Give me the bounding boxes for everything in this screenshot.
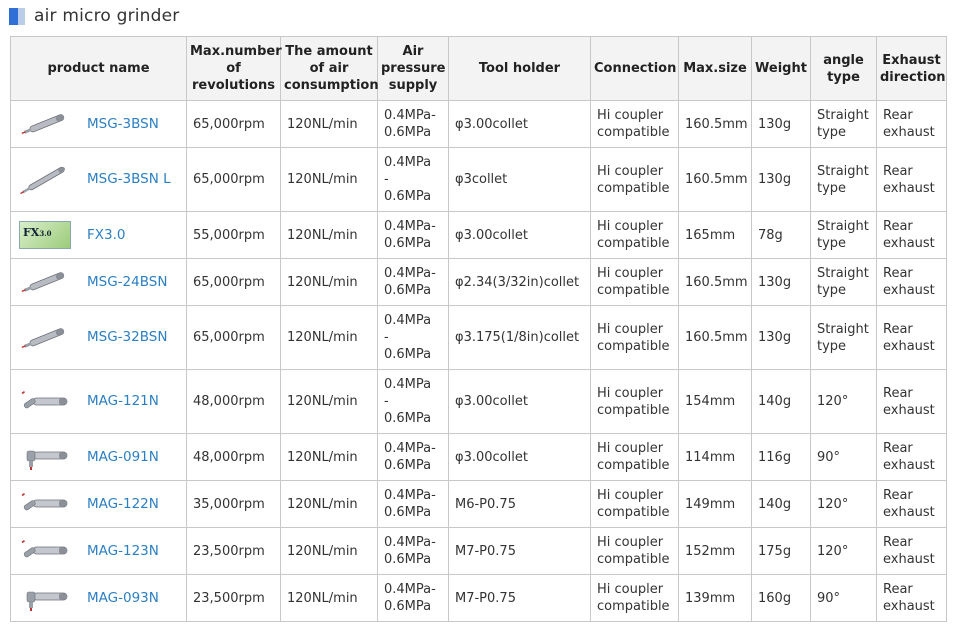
table-row: [11, 528, 947, 575]
product-link[interactable]: MSG-32BSN: [87, 329, 168, 345]
cell-exhaust-direction: Rear exhaust: [877, 259, 947, 306]
cell-tool-holder: φ3.175(1/8in)collet: [449, 306, 591, 370]
cell-weight: 130g: [752, 259, 811, 306]
cell-air-pressure: 0.4MPa - 0.6MPa: [378, 148, 449, 212]
col-air-pressure: Air pressure supply: [378, 37, 449, 101]
cell-air-consumption: 120NL/min: [281, 259, 378, 306]
cell-angle-type: 120°: [811, 370, 877, 434]
col-product-name: product name: [11, 37, 187, 101]
col-max-size: Max.size: [679, 37, 752, 101]
cell-tool-holder: φ3.00collet: [449, 370, 591, 434]
cell-angle-type: Straight type: [811, 148, 877, 212]
cell-air-pressure: 0.4MPa - 0.6MPa: [378, 370, 449, 434]
product-link[interactable]: MAG-123N: [87, 542, 159, 559]
cell-connection: Hi coupler compatible: [591, 306, 679, 370]
cell-angle-type: 90°: [811, 434, 877, 481]
fx-product-thumbnail[interactable]: FX3.0: [17, 218, 73, 252]
cell-tool-holder: φ3.00collet: [449, 434, 591, 481]
cell-tool-holder: φ2.34(3/32in)collet: [449, 259, 591, 306]
cell-max-size: 165mm: [679, 212, 752, 259]
cell-max-size: 149mm: [679, 481, 752, 528]
cell-air-pressure: 0.4MPa- 0.6MPa: [378, 259, 449, 306]
cell-air-consumption: 120NL/min: [281, 528, 378, 575]
cell-air-consumption: 120NL/min: [281, 306, 378, 370]
cell-angle-type: Straight type: [811, 212, 877, 259]
cell-angle-type: 120°: [811, 528, 877, 575]
spec-table: [10, 36, 947, 622]
straight-grinder-icon[interactable]: [17, 107, 73, 141]
table-row: [11, 481, 947, 528]
cell-air-consumption: 120NL/min: [281, 434, 378, 481]
table-row: [11, 101, 947, 148]
col-weight: Weight: [752, 37, 811, 101]
table-row: [11, 148, 947, 212]
cell-exhaust-direction: Rear exhaust: [877, 528, 947, 575]
cell-revolutions: 48,000rpm: [187, 434, 281, 481]
table-row: [11, 434, 947, 481]
cell-angle-type: 120°: [811, 481, 877, 528]
cell-connection: Hi coupler compatible: [591, 212, 679, 259]
cell-weight: 78g: [752, 212, 811, 259]
cell-weight: 130g: [752, 306, 811, 370]
product-link[interactable]: MSG-3BSN: [87, 115, 159, 132]
col-connection: Connection: [591, 37, 679, 101]
cell-weight: 160g: [752, 575, 811, 622]
cell-air-consumption: 120NL/min: [281, 148, 378, 212]
cell-angle-type: 90°: [811, 575, 877, 622]
cell-exhaust-direction: Rear exhaust: [877, 306, 947, 370]
cell-weight: 175g: [752, 528, 811, 575]
table-row: [11, 370, 947, 434]
cell-revolutions: 65,000rpm: [187, 148, 281, 212]
cell-exhaust-direction: Rear exhaust: [877, 575, 947, 622]
cell-revolutions: 65,000rpm: [187, 101, 281, 148]
cell-product-name: [11, 148, 187, 212]
cell-tool-holder: φ3.00collet: [449, 101, 591, 148]
cell-exhaust-direction: Rear exhaust: [877, 481, 947, 528]
cell-revolutions: 23,500rpm: [187, 575, 281, 622]
cell-air-consumption: 120NL/min: [281, 101, 378, 148]
cell-air-consumption: 120NL/min: [281, 481, 378, 528]
cell-max-size: 114mm: [679, 434, 752, 481]
cell-air-pressure: 0.4MPa- 0.6MPa: [378, 528, 449, 575]
cell-air-pressure: 0.4MPa- 0.6MPa: [378, 212, 449, 259]
angle-grinder-120-icon[interactable]: [17, 487, 73, 521]
cell-max-size: 154mm: [679, 370, 752, 434]
cell-connection: Hi coupler compatible: [591, 481, 679, 528]
cell-revolutions: 55,000rpm: [187, 212, 281, 259]
straight-grinder-icon[interactable]: [17, 321, 73, 355]
cell-max-size: 152mm: [679, 528, 752, 575]
table-row: [11, 259, 947, 306]
col-angle-type: angle type: [811, 37, 877, 101]
cell-revolutions: 48,000rpm: [187, 370, 281, 434]
table-row: [11, 575, 947, 622]
section-heading: [9, 4, 180, 28]
cell-exhaust-direction: Rear exhaust: [877, 370, 947, 434]
cell-max-size: 139mm: [679, 575, 752, 622]
cell-exhaust-direction: Rear exhaust: [877, 434, 947, 481]
cell-air-pressure: 0.4MPa- 0.6MPa: [378, 434, 449, 481]
cell-connection: Hi coupler compatible: [591, 148, 679, 212]
product-link[interactable]: MSG-24BSN: [87, 273, 168, 290]
cell-tool-holder: φ3collet: [449, 148, 591, 212]
cell-product-name: [11, 481, 187, 528]
angle-grinder-120-icon[interactable]: [17, 534, 73, 568]
cell-revolutions: 65,000rpm: [187, 259, 281, 306]
cell-product-name: [11, 434, 187, 481]
cell-connection: Hi coupler compatible: [591, 101, 679, 148]
heading-marker-icon: [9, 8, 25, 25]
cell-angle-type: Straight type: [811, 306, 877, 370]
straight-grinder-long-icon[interactable]: [17, 163, 73, 197]
cell-angle-type: Straight type: [811, 101, 877, 148]
straight-grinder-icon[interactable]: [17, 265, 73, 299]
cell-tool-holder: φ3.00collet: [449, 212, 591, 259]
cell-air-consumption: 120NL/min: [281, 212, 378, 259]
cell-product-name: [11, 306, 187, 370]
col-air-consumption: The amount of air consumption: [281, 37, 378, 101]
cell-weight: 130g: [752, 101, 811, 148]
cell-product-name: [11, 370, 187, 434]
product-link[interactable]: MAG-091N: [87, 448, 159, 465]
product-link[interactable]: MAG-122N: [87, 495, 159, 512]
cell-angle-type: Straight type: [811, 259, 877, 306]
cell-max-size: 160.5mm: [679, 306, 752, 370]
cell-connection: Hi coupler compatible: [591, 434, 679, 481]
product-link[interactable]: MAG-121N: [87, 393, 159, 409]
angle-grinder-120-icon[interactable]: [17, 385, 73, 419]
cell-connection: Hi coupler compatible: [591, 528, 679, 575]
cell-exhaust-direction: Rear exhaust: [877, 101, 947, 148]
table-row: [11, 212, 947, 259]
cell-weight: 140g: [752, 370, 811, 434]
product-link[interactable]: MAG-093N: [87, 589, 159, 606]
cell-revolutions: 23,500rpm: [187, 528, 281, 575]
cell-revolutions: 65,000rpm: [187, 306, 281, 370]
cell-revolutions: 35,000rpm: [187, 481, 281, 528]
cell-tool-holder: M7-P0.75: [449, 528, 591, 575]
cell-product-name: [11, 259, 187, 306]
cell-product-name: [11, 528, 187, 575]
cell-weight: 140g: [752, 481, 811, 528]
cell-connection: Hi coupler compatible: [591, 259, 679, 306]
angle-grinder-90-icon[interactable]: [17, 440, 73, 474]
cell-connection: Hi coupler compatible: [591, 370, 679, 434]
angle-grinder-90-icon[interactable]: [17, 581, 73, 615]
cell-air-pressure: 0.4MPa- 0.6MPa: [378, 575, 449, 622]
cell-max-size: 160.5mm: [679, 148, 752, 212]
product-link[interactable]: MSG-3BSN L: [87, 171, 171, 187]
cell-air-pressure: 0.4MPa- 0.6MPa: [378, 101, 449, 148]
cell-max-size: 160.5mm: [679, 259, 752, 306]
col-exhaust-direction: Exhaust direction: [877, 37, 947, 101]
cell-air-pressure: 0.4MPa- 0.6MPa: [378, 481, 449, 528]
cell-product-name: [11, 575, 187, 622]
cell-air-consumption: 120NL/min: [281, 575, 378, 622]
table-header-row: [11, 37, 947, 101]
cell-exhaust-direction: Rear exhaust: [877, 212, 947, 259]
cell-connection: Hi coupler compatible: [591, 575, 679, 622]
cell-tool-holder: M6-P0.75: [449, 481, 591, 528]
table-row: [11, 306, 947, 370]
cell-weight: 116g: [752, 434, 811, 481]
product-link[interactable]: FX3.0: [87, 226, 126, 243]
col-revolutions: Max.number of revolutions: [187, 37, 281, 101]
cell-air-pressure: 0.4MPa - 0.6MPa: [378, 306, 449, 370]
cell-product-name: [11, 212, 187, 259]
cell-weight: 130g: [752, 148, 811, 212]
cell-max-size: 160.5mm: [679, 101, 752, 148]
col-tool-holder: Tool holder: [449, 37, 591, 101]
cell-exhaust-direction: Rear exhaust: [877, 148, 947, 212]
cell-tool-holder: M7-P0.75: [449, 575, 591, 622]
page-title: air micro grinder: [34, 6, 180, 26]
cell-air-consumption: 120NL/min: [281, 370, 378, 434]
cell-product-name: [11, 101, 187, 148]
